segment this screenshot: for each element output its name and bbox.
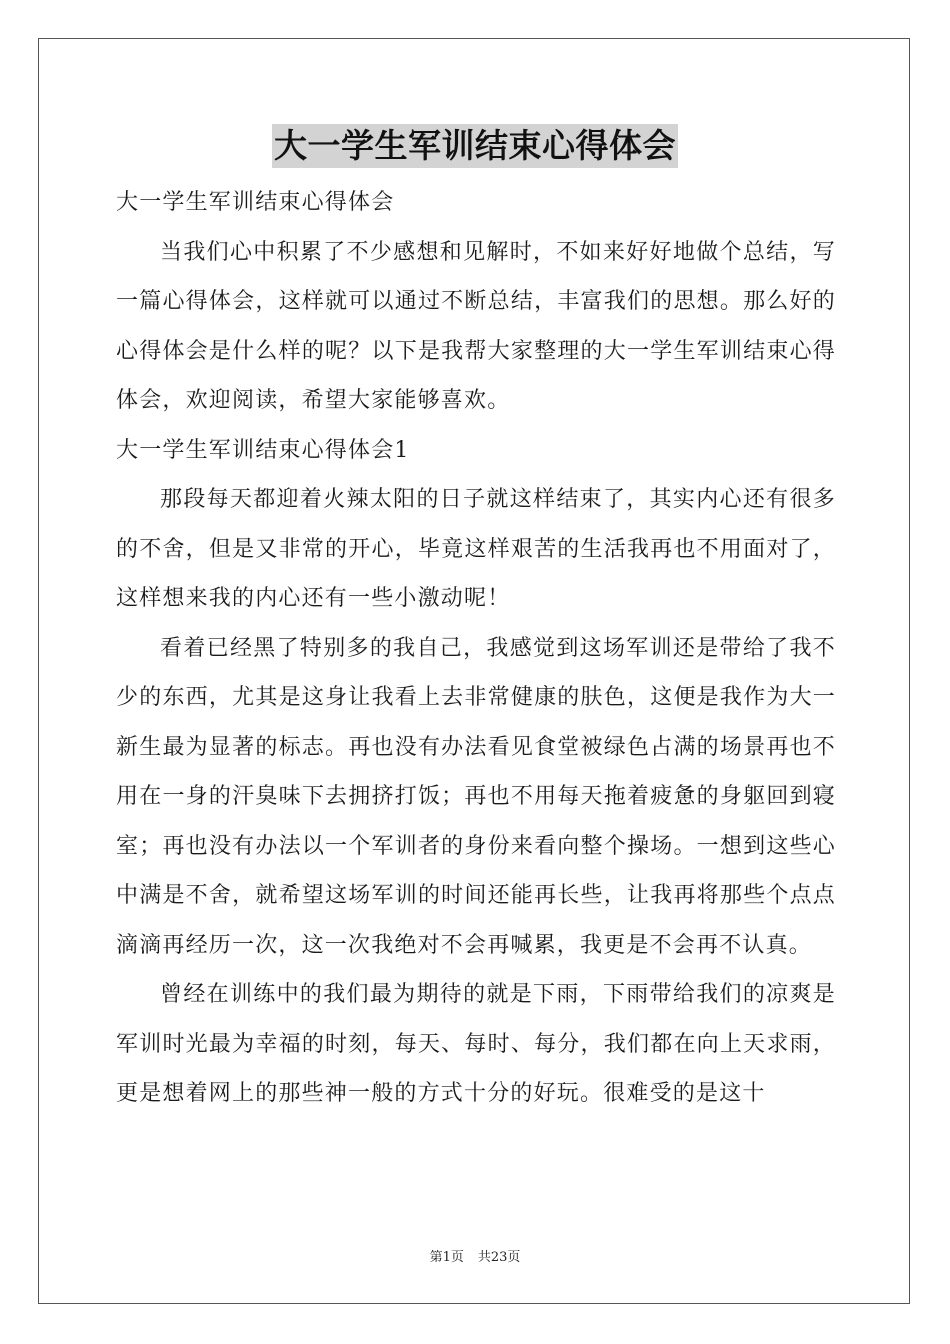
page-total: 共23页 <box>477 1250 521 1265</box>
title-container <box>0 124 950 168</box>
body-paragraph: 曾经在训练中的我们最为期待的就是下雨，下雨带给我们的凉爽是军训时光最为幸福的时刻，每天、每时、每分，我们都在向上天求雨，更是想着网上的那些神一般的方式十分的好玩。很难受的是这十 <box>116 982 836 1106</box>
page-footer <box>0 1246 950 1265</box>
subtitle: 大一学生军训结束心得体会 <box>116 190 395 215</box>
document-body <box>116 178 836 1119</box>
page-number: 第1页 <box>429 1250 464 1265</box>
document-title: 大一学生军训结束心得体会 <box>272 124 678 168</box>
intro-paragraph: 当我们心中积累了不少感想和见解时，不如来好好地做个总结，写一篇心得体会，这样就可以通过不断总结，丰富我们的思想。那么好的心得体会是什么样的呢？以下是我帮大家整理的大一学生军训结束心得体会，欢迎阅读，希望大家能够喜欢。 <box>116 239 836 413</box>
body-paragraph: 看着已经黑了特别多的我自己，我感觉到这场军训还是带给了我不少的东西，尤其是这身让我看上去非常健康的肤色，这便是我作为大一新生最为显著的标志。再也没有办法看见食堂被绿色占满的场景再也不用在一身的汗臭味下去拥挤打饭；再也不用每天拖着疲惫的身躯回到寝室；再也没有办法以一个军训者的身份来看向整个操场。一想到这些心中满是不舍，就希望这场军训的时间还能再长些，让我再将那些个点点滴滴再经历一次，这一次我绝对不会再喊累，我更是不会再不认真。 <box>116 635 836 958</box>
body-paragraph: 那段每天都迎着火辣太阳的日子就这样结束了，其实内心还有很多的不舍，但是又非常的开心，毕竟这样艰苦的生活我再也不用面对了，这样想来我的内心还有一些小激动呢！ <box>116 487 836 611</box>
section-heading: 大一学生军训结束心得体会1 <box>116 437 410 463</box>
